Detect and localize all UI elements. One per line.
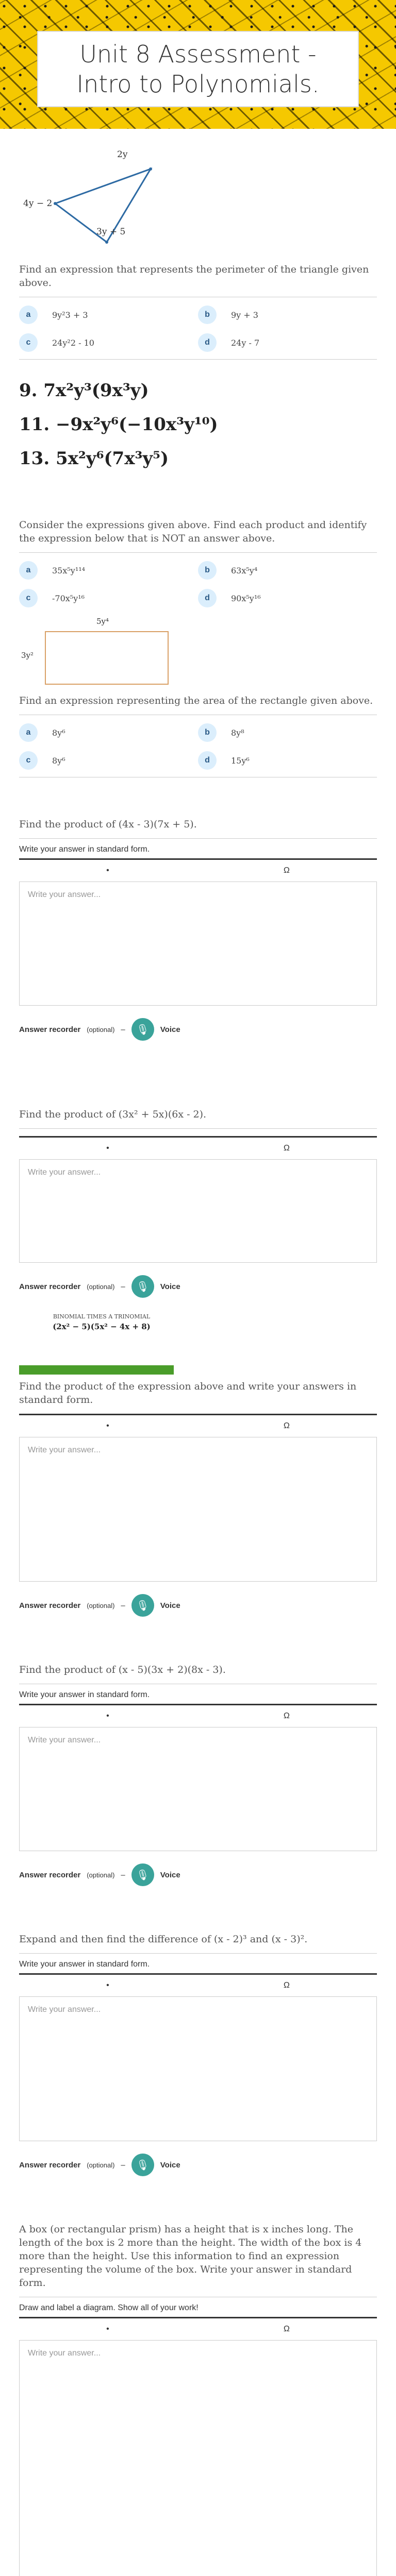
triangle-figure (19, 144, 194, 258)
formula-card (19, 1313, 184, 1331)
q4-prompt: Find the product of (4x - 3)(7x + 5). (19, 819, 197, 830)
q6-answer-input[interactable]: Write your answer... (19, 1437, 377, 1582)
expression-number: 11. (19, 414, 50, 435)
q2-prompt: Consider the expressions given above. Find each product and identify the expression below that is NOT an answer above. (19, 519, 367, 544)
choice-text: 24y - 7 (231, 337, 260, 348)
choice-text: -70x⁵y¹⁶ (52, 593, 85, 603)
formula-expression: (2x² − 5)(5x² − 4x + 8) (53, 1322, 151, 1331)
divider (19, 1953, 377, 1954)
voice-label: Voice (160, 1601, 180, 1610)
choice-letter: a (19, 723, 38, 742)
q4-answer-input[interactable]: Write your answer... (19, 882, 377, 1006)
special-character-button[interactable]: Ω (283, 1144, 290, 1153)
choice-text: 63x⁵y⁴ (231, 565, 258, 575)
formula-caption: BINOMIAL TIMES A TRINOMIAL (53, 1313, 151, 1320)
answer-recorder (19, 2154, 377, 2176)
choice-letter: d (198, 751, 217, 770)
q5-prompt: Find the product of (3x² + 5x)(6x - 2). (19, 1109, 207, 1120)
recorder-label: Answer recorder (19, 1601, 81, 1610)
special-character-button[interactable]: Ω (283, 1421, 290, 1430)
choice-letter: a (19, 306, 38, 324)
voice-label: Voice (160, 2160, 180, 2170)
microphone-icon[interactable]: 🎙 (131, 2154, 154, 2176)
bullet-list-button[interactable]: • (106, 1144, 109, 1153)
choice-text: 9y + 3 (231, 310, 258, 320)
choice-letter: d (198, 589, 217, 607)
divider (19, 838, 377, 839)
choice-text: 15y⁶ (231, 755, 250, 766)
special-character-button[interactable]: Ω (283, 1981, 290, 1990)
q7-answer-input[interactable]: Write your answer... (19, 1727, 377, 1851)
q9-instruction: Draw and label a diagram. Show all of your work! (19, 2303, 199, 2312)
special-character-button[interactable]: Ω (283, 866, 290, 875)
recorder-label: Answer recorder (19, 2160, 81, 2170)
answer-recorder (19, 1275, 377, 1298)
choice-text: 24y²2 - 10 (52, 337, 94, 348)
microphone-icon[interactable]: 🎙 (131, 1018, 154, 1041)
q2-choice-a[interactable] (19, 561, 198, 580)
q9-answer-input[interactable]: Write your answer... (19, 2341, 377, 2576)
special-character-button[interactable]: Ω (283, 2325, 290, 2333)
q3-prompt: Find an expression representing the area of the rectangle given above. (19, 695, 373, 706)
choice-text: 35x⁵y¹¹⁴ (52, 565, 86, 575)
recorder-dash: – (121, 1870, 125, 1879)
choice-letter: a (19, 561, 38, 580)
choice-letter: c (19, 333, 38, 352)
divider (19, 1128, 377, 1129)
q1-choice-d[interactable] (198, 333, 377, 352)
q1-prompt: Find an expression that represents the perimeter of the triangle given above. (19, 264, 369, 289)
q3-choice-a[interactable] (19, 723, 198, 742)
q6-prompt: Find the product of the expression above and write your answers in standard form. (19, 1381, 357, 1405)
voice-label: Voice (160, 1282, 180, 1291)
choice-letter: b (198, 561, 217, 580)
recorder-optional: (optional) (87, 1282, 115, 1291)
editor-toolbar (19, 1973, 377, 1997)
expression-text: 5x²y⁶(7x³y⁵) (56, 448, 169, 469)
q7-prompt: Find the product of (x - 5)(3x + 2)(8x - 3). (19, 1664, 226, 1675)
q2-choice-c[interactable] (19, 589, 198, 607)
divider (19, 359, 377, 360)
q1-choice-a[interactable] (19, 306, 198, 324)
expression-number: 9. (19, 380, 38, 401)
recorder-optional: (optional) (87, 2161, 115, 2169)
recorder-dash: – (121, 2160, 125, 2170)
recorder-dash: – (121, 1025, 125, 1034)
expression-13 (19, 448, 377, 469)
bullet-list-button[interactable]: • (106, 866, 109, 875)
q3-choice-c[interactable] (19, 751, 198, 770)
choice-text: 8y⁶ (52, 755, 65, 766)
expression-11 (19, 414, 377, 435)
recorder-dash: – (121, 1282, 125, 1291)
editor-toolbar (19, 858, 377, 882)
choice-letter: c (19, 589, 38, 607)
editor-toolbar (19, 1136, 377, 1160)
expression-9 (19, 380, 377, 401)
q1-choice-b[interactable] (198, 306, 377, 324)
recorder-optional: (optional) (87, 1601, 115, 1609)
expression-list (19, 380, 377, 469)
q1-choice-c[interactable] (19, 333, 198, 352)
bullet-list-button[interactable]: • (106, 2325, 109, 2333)
choice-letter: b (198, 723, 217, 742)
recorder-optional: (optional) (87, 1025, 115, 1033)
q8-prompt: Expand and then find the difference of (x - 2)³ and (x - 3)². (19, 1934, 308, 1945)
bullet-list-button[interactable]: • (106, 1981, 109, 1990)
answer-recorder (19, 1863, 377, 1886)
triangle-top-label: 2y (117, 149, 128, 160)
microphone-icon[interactable]: 🎙 (131, 1594, 154, 1617)
recorder-label: Answer recorder (19, 1870, 81, 1879)
expression-text: −9x²y⁶(−10x³y¹⁰) (56, 414, 218, 435)
rectangle-left-label: 3y² (21, 651, 34, 660)
answer-recorder (19, 1594, 377, 1617)
rectangle-top-label: 5y⁴ (96, 617, 109, 626)
voice-label: Voice (160, 1025, 180, 1034)
microphone-icon[interactable]: 🎙 (131, 1275, 154, 1298)
choice-text: 90x⁵y¹⁶ (231, 593, 261, 603)
q2-choice-b[interactable] (198, 561, 377, 580)
q3-choices (19, 723, 377, 770)
q8-answer-input[interactable]: Write your answer... (19, 1997, 377, 2141)
triangle-left-label: 4y − 2 (23, 198, 53, 209)
recorder-label: Answer recorder (19, 1282, 81, 1291)
q4-instruction: Write your answer in standard form. (19, 845, 150, 854)
choice-letter: c (19, 751, 38, 770)
green-bar (19, 1365, 174, 1375)
recorder-optional: (optional) (87, 1871, 115, 1879)
choice-text: 8y⁶ (52, 727, 65, 738)
choice-text: 8y⁸ (231, 727, 244, 738)
page-title: Unit 8 Assessment - Intro to Polynomials. (76, 40, 320, 98)
q2-choice-d[interactable] (198, 589, 377, 607)
q3-choice-d[interactable] (198, 751, 377, 770)
voice-label: Voice (160, 1870, 180, 1879)
choice-text: 9y²3 + 3 (52, 310, 88, 320)
editor-toolbar (19, 2317, 377, 2341)
rectangle-figure (19, 617, 184, 689)
bullet-list-button[interactable]: • (106, 1421, 109, 1430)
q2-choices (19, 561, 377, 607)
recorder-label: Answer recorder (19, 1025, 81, 1034)
header-banner (0, 0, 396, 129)
worksheet-content (19, 129, 377, 2576)
expression-number: 13. (19, 448, 50, 469)
q9-prompt: A box (or rectangular prism) has a height that is x inches long. The length of the box is 2 more than the height. The width of the box is 4 more than the height. Use this information to find an expression representing the volume of the box. Write your answer in standard form. (19, 2224, 362, 2289)
bullet-list-button[interactable]: • (106, 1711, 109, 1720)
q7-instruction: Write your answer in standard form. (19, 1690, 150, 1699)
choice-letter: b (198, 306, 217, 324)
divider (19, 552, 377, 553)
q8-instruction: Write your answer in standard form. (19, 1960, 150, 1969)
recorder-dash: – (121, 1601, 125, 1610)
title-box (37, 31, 359, 107)
answer-recorder (19, 1018, 377, 1041)
q1-choices (19, 306, 377, 352)
rectangle-shape (45, 631, 169, 685)
microphone-icon[interactable]: 🎙 (131, 1863, 154, 1886)
special-character-button[interactable]: Ω (283, 1711, 290, 1720)
q3-choice-b[interactable] (198, 723, 377, 742)
q5-answer-input[interactable]: Write your answer... (19, 1160, 377, 1263)
editor-toolbar (19, 1704, 377, 1727)
expression-text: 7x²y³(9x³y) (43, 380, 149, 401)
triangle-bottom-label: 3y + 5 (96, 227, 126, 237)
editor-toolbar (19, 1414, 377, 1437)
choice-letter: d (198, 333, 217, 352)
